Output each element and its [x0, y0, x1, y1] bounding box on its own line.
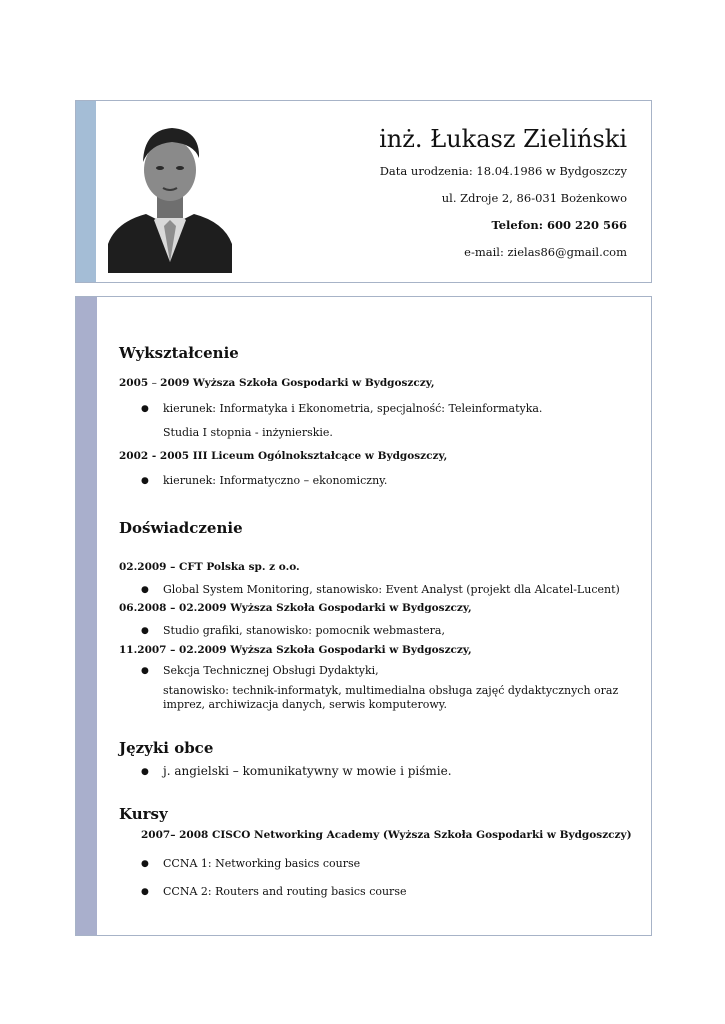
- person-name: inż. Łukasz Zieliński: [379, 125, 627, 153]
- languages-title: Języki obce: [119, 739, 214, 757]
- bullet-icon: ●: [141, 626, 149, 636]
- bullet-icon: ●: [141, 666, 149, 676]
- header-accent-bar: [76, 101, 96, 282]
- bullet-icon: ●: [141, 859, 149, 869]
- course-item: ● CCNA 2: Routers and routing basics course: [141, 885, 407, 898]
- experience-entry-3-heading: 11.2007 – 02.2009 Wyższa Szkoła Gospodarki w Bydgoszczy,: [119, 644, 472, 656]
- experience-entry-2-heading: 06.2008 – 02.2009 Wyższa Szkoła Gospodarki w Bydgoszczy,: [119, 602, 472, 614]
- address: ul. Zdroje 2, 86-031 Bożenkowo: [441, 191, 627, 205]
- experience-entry-3-note-1: stanowisko: technik-informatyk, multimedialna obsługa zajęć dydaktycznych oraz: [163, 684, 619, 697]
- email[interactable]: e-mail: zielas86@gmail.com: [464, 245, 627, 259]
- course-item: ● CCNA 1: Networking basics course: [141, 857, 361, 870]
- bullet-icon: ●: [141, 404, 149, 414]
- experience-entry-3-note-2: imprez, archiwizacja danych, serwis komputerowy.: [163, 698, 447, 711]
- bullet-icon: ●: [141, 766, 149, 777]
- experience-entry-1-bullet: ● Global System Monitoring, stanowisko: Event Analyst (projekt dla Alcatel-Lucent): [141, 583, 620, 596]
- bullet-icon: ●: [141, 476, 149, 486]
- experience-entry-2-bullet: ● Studio grafiki, stanowisko: pomocnik webmastera,: [141, 624, 445, 637]
- bullet-icon: ●: [141, 585, 149, 595]
- courses-title: Kursy: [119, 805, 168, 823]
- courses-heading: 2007– 2008 CISCO Networking Academy (Wyższa Szkoła Gospodarki w Bydgoszczy): [141, 829, 632, 841]
- education-entry-2-bullet: ● kierunek: Informatyczno – ekonomiczny.: [141, 474, 388, 487]
- experience-entry-1-heading: 02.2009 – CFT Polska sp. z o.o.: [119, 561, 300, 573]
- education-entry-1-heading: 2005 – 2009 Wyższa Szkoła Gospodarki w Bydgoszczy,: [119, 377, 435, 389]
- profile-photo: [108, 122, 232, 273]
- experience-title: Doświadczenie: [119, 519, 243, 537]
- education-entry-1-note: Studia I stopnia - inżynierskie.: [163, 426, 333, 439]
- birth-date: Data urodzenia: 18.04.1986 w Bydgoszczy: [379, 164, 627, 178]
- education-entry-2-heading: 2002 - 2005 III Liceum Ogólnokształcące w Bydgoszczy,: [119, 450, 448, 462]
- bullet-icon: ●: [141, 887, 149, 897]
- main-accent-bar: [76, 297, 97, 935]
- experience-entry-3-bullet: ● Sekcja Technicznej Obsługi Dydaktyki,: [141, 664, 379, 677]
- education-entry-1-bullet: ● kierunek: Informatyka i Ekonometria, specjalność: Teleinformatyka.: [141, 402, 543, 415]
- languages-bullet: ● j. angielski – komunikatywny w mowie i piśmie.: [141, 764, 452, 778]
- phone: Telefon: 600 220 566: [491, 218, 627, 232]
- education-title: Wykształcenie: [119, 344, 239, 362]
